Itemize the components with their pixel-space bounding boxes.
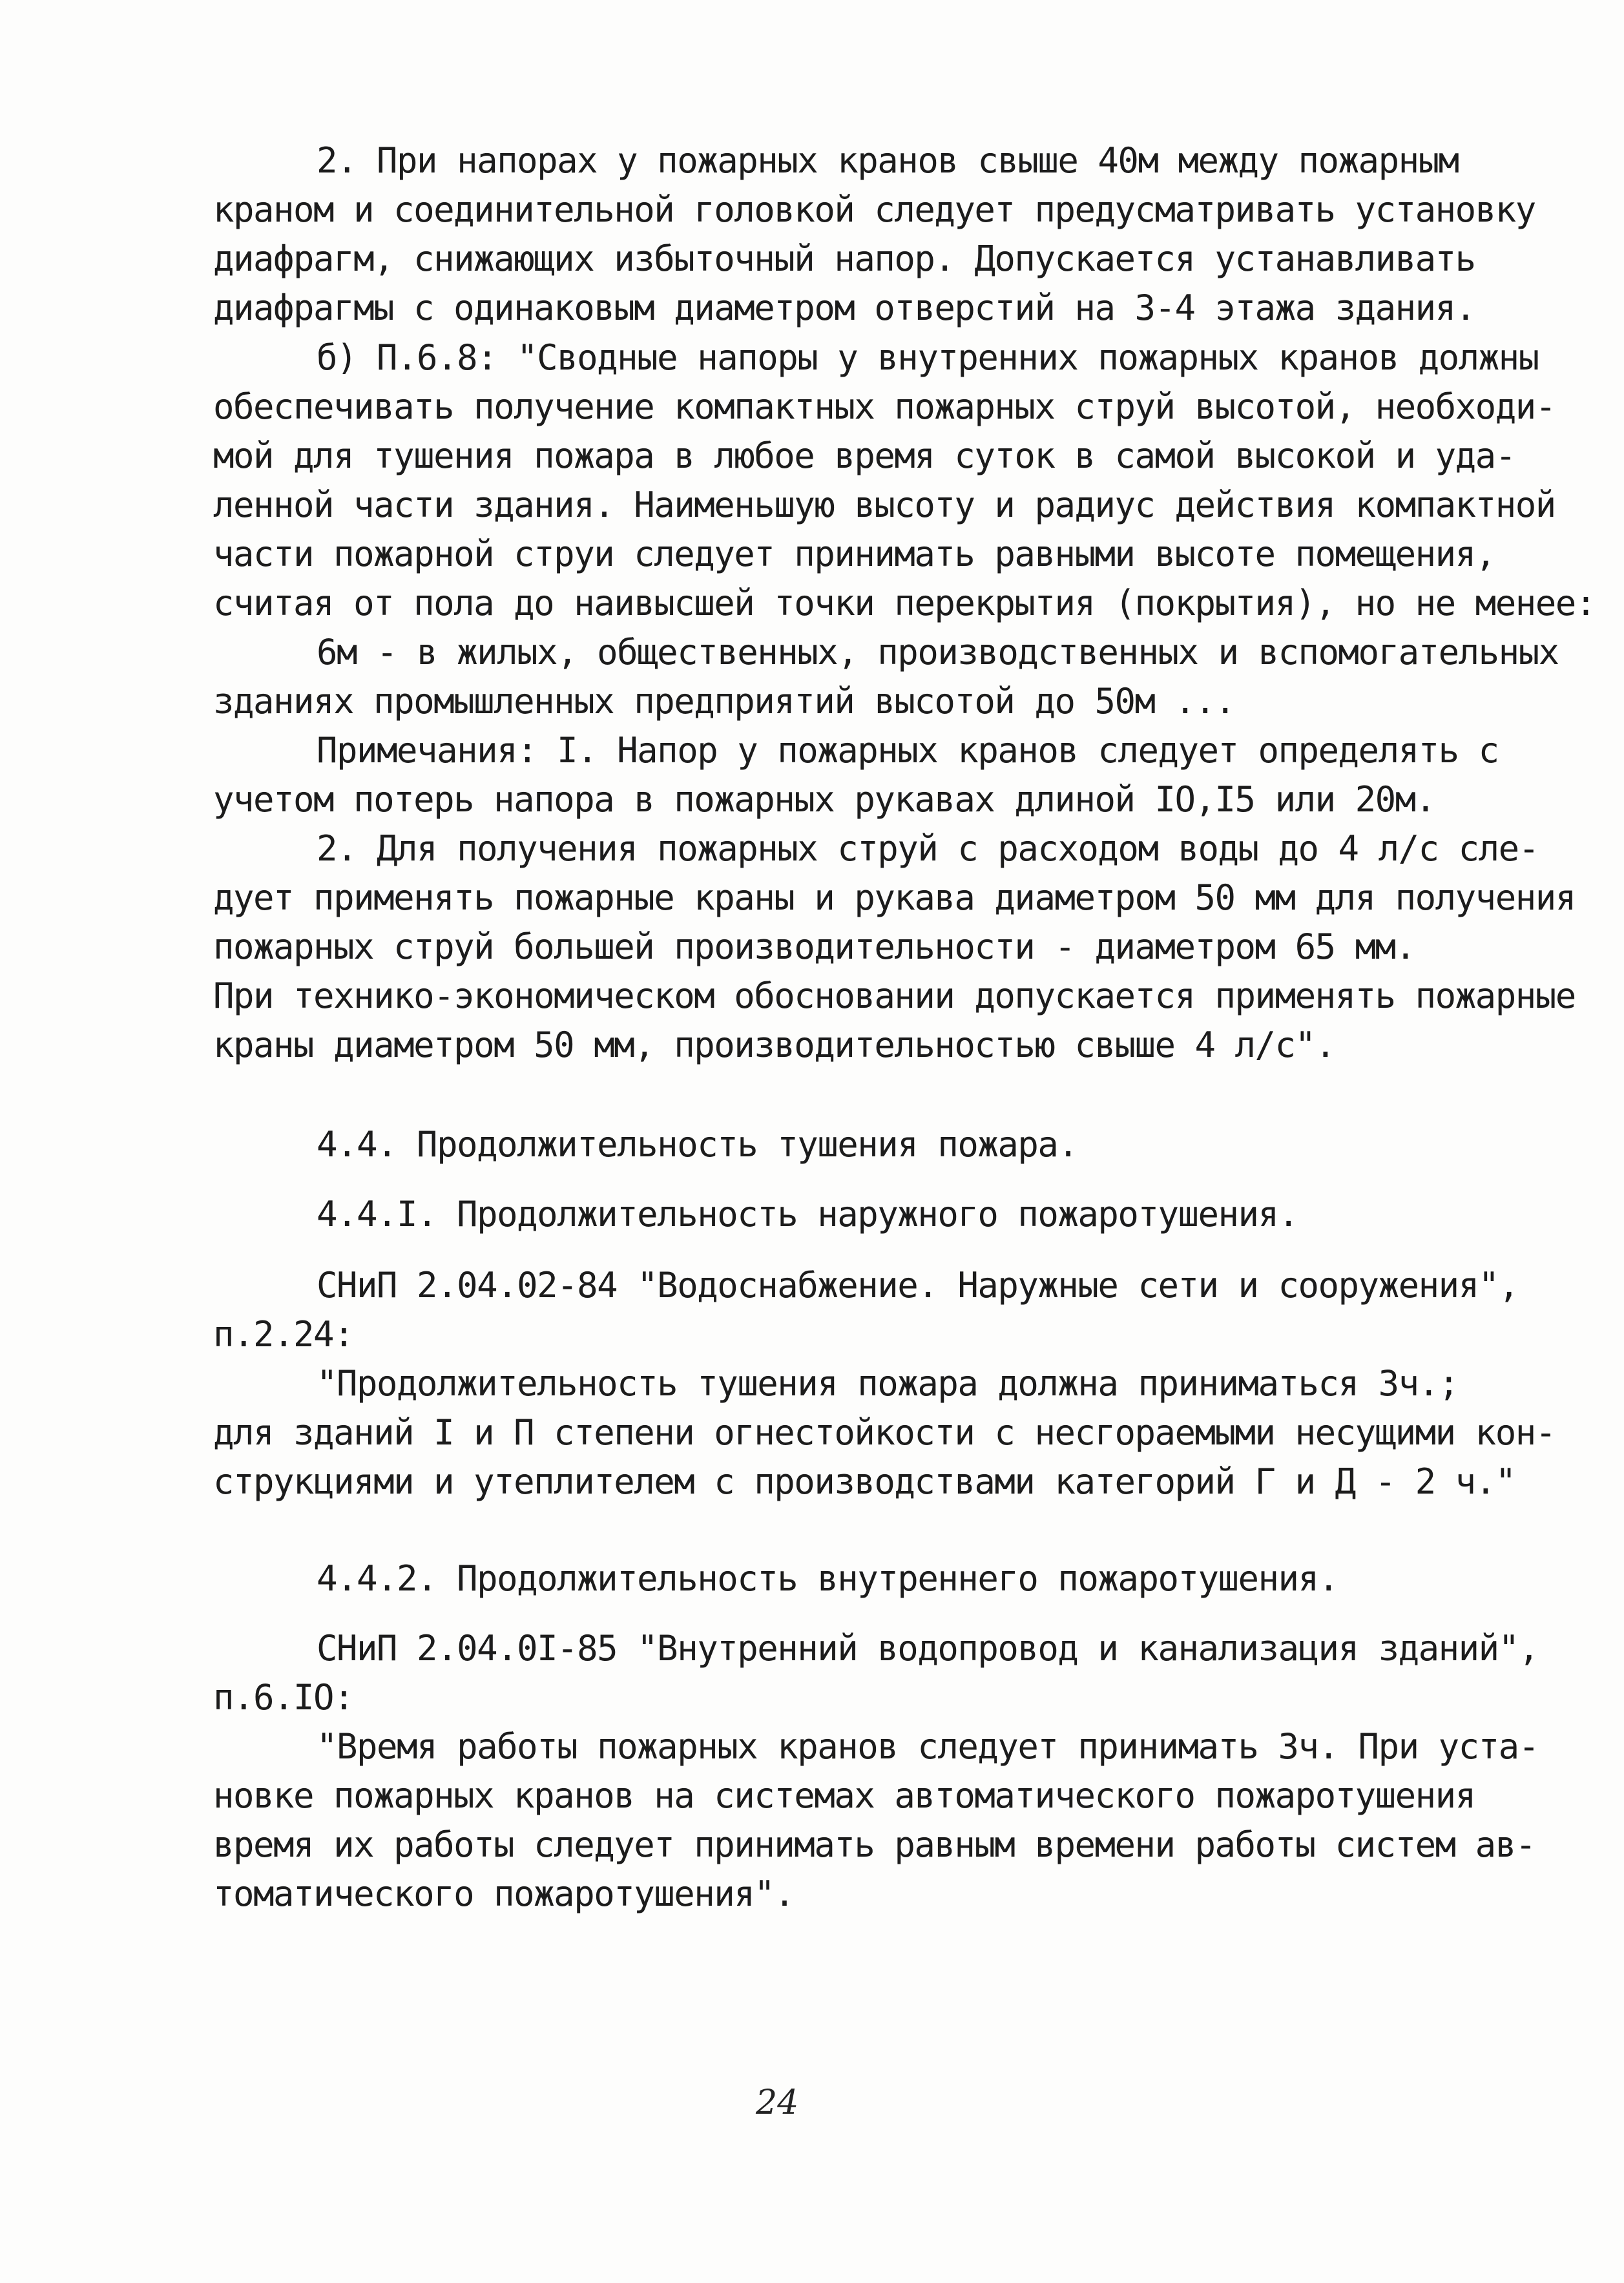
text-line: СНиП 2.04.0I-85 "Внутренний водопровод и канализация зданий", bbox=[317, 1628, 1539, 1669]
text-line: дует применять пожарные краны и рукава диаметром 50 мм для получения bbox=[213, 877, 1576, 918]
text-line: части пожарной струи следует принимать равными высоте помещения, bbox=[213, 534, 1495, 574]
text-line: б) П.6.8: "Сводные напоры у внутренних пожарных кранов должны bbox=[317, 337, 1539, 378]
text-line: томатического пожаротушения". bbox=[213, 1873, 795, 1914]
text-line: краном и соединительной головкой следует предусматривать установку bbox=[213, 189, 1536, 230]
text-line: новке пожарных кранов на системах автоматического пожаротушения bbox=[213, 1775, 1475, 1816]
text-line: СНиП 2.04.02-84 "Водоснабжение. Наружные сети и сооружения", bbox=[317, 1265, 1519, 1306]
text-line: диафрагмы с одинаковым диаметром отверстий на 3-4 этажа здания. bbox=[213, 287, 1475, 328]
text-line: "Продолжительность тушения пожара должна приниматься 3ч.; bbox=[317, 1363, 1459, 1404]
page-number: 24 bbox=[756, 2083, 799, 2122]
text-line: для зданий I и П степени огнестойкости с несгораемыми несущими кон- bbox=[213, 1412, 1556, 1453]
text-line: считая от пола до наивысшей точки перекрытия (покрытия), но не менее: bbox=[213, 583, 1596, 623]
text-line: ленной части здания. Наименьшую высоту и радиус действия компактной bbox=[213, 485, 1556, 525]
text-line: п.2.24: bbox=[213, 1314, 354, 1355]
text-line: "Время работы пожарных кранов следует принимать 3ч. При уста- bbox=[317, 1726, 1539, 1767]
text-line: п.6.IO: bbox=[213, 1677, 354, 1718]
text-line: краны диаметром 50 мм, производительностью свыше 4 л/с". bbox=[213, 1025, 1335, 1065]
text-line: учетом потерь напора в пожарных рукавах длиной IO,I5 или 20м. bbox=[213, 779, 1435, 820]
subsection-heading: 4.4.I. Продолжительность наружного пожаротушения. bbox=[317, 1194, 1298, 1235]
text-line: Примечания: I. Напор у пожарных кранов следует определять с bbox=[317, 730, 1499, 771]
text-line: мой для тушения пожара в любое время суток в самой высокой и уда- bbox=[213, 435, 1515, 476]
text-line: 6м - в жилых, общественных, производственных и вспомогательных bbox=[317, 632, 1559, 672]
text-line: струкциями и утеплителем с производствами категорий Г и Д - 2 ч." bbox=[213, 1461, 1515, 1502]
section-heading: 4.4. Продолжительность тушения пожара. bbox=[317, 1124, 1078, 1165]
text-line: пожарных струй большей производительности - диаметром 65 мм. bbox=[213, 926, 1415, 967]
subsection-heading: 4.4.2. Продолжительность внутреннего пожаротушения. bbox=[317, 1558, 1338, 1599]
text-line: время их работы следует принимать равным времени работы систем ав- bbox=[213, 1824, 1536, 1865]
text-line: диафрагм, снижающих избыточный напор. Допускается устанавливать bbox=[213, 238, 1475, 279]
text-line: При технико-экономическом обосновании допускается применять пожарные bbox=[213, 975, 1576, 1016]
text-line: 2. При напорах у пожарных кранов свыше 40м между пожарным bbox=[317, 140, 1459, 181]
text-line: 2. Для получения пожарных струй с расходом воды до 4 л/с сле- bbox=[317, 828, 1539, 869]
text-line: обеспечивать получение компактных пожарных струй высотой, необходи- bbox=[213, 386, 1556, 427]
text-line: зданиях промышленных предприятий высотой до 50м ... bbox=[213, 681, 1235, 722]
